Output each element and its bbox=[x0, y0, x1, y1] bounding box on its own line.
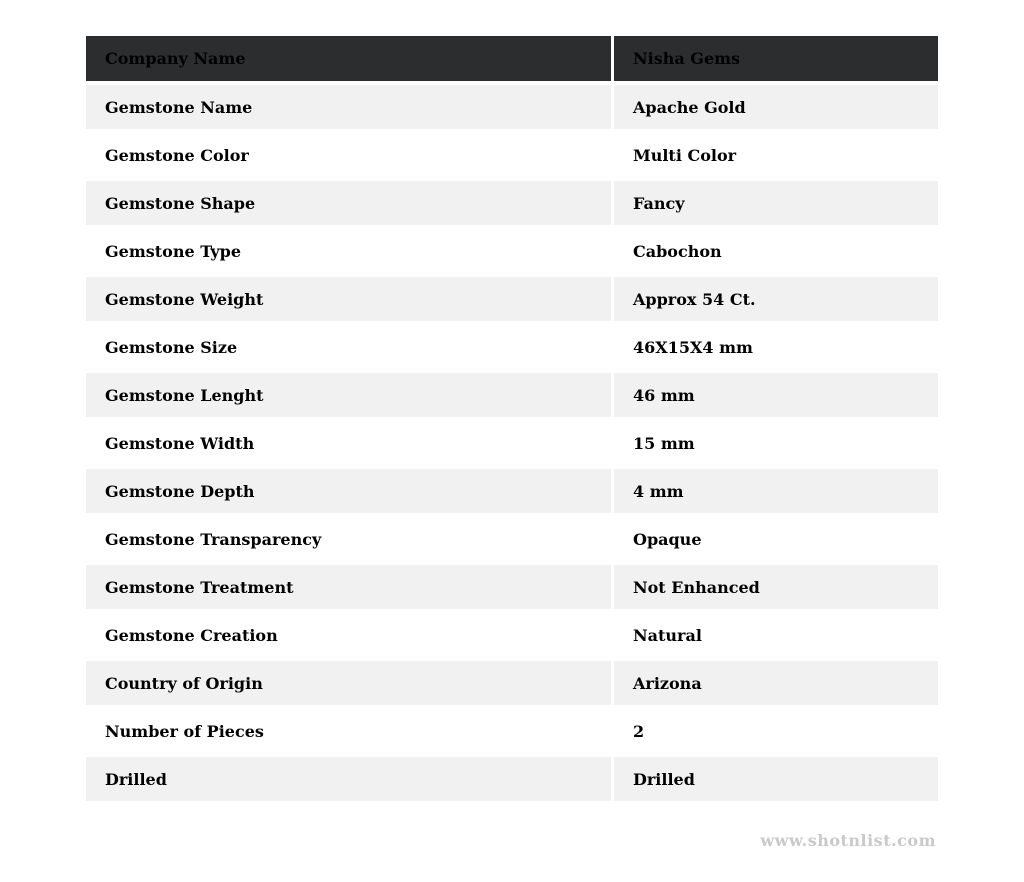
row-value-cell: Not Enhanced bbox=[614, 565, 938, 609]
row-label-cell: Drilled bbox=[86, 757, 611, 801]
table-row bbox=[86, 277, 938, 321]
table-row bbox=[86, 469, 938, 513]
table-row bbox=[86, 757, 938, 801]
row-label-cell: Gemstone Depth bbox=[86, 469, 611, 513]
row-value-cell: Fancy bbox=[614, 181, 938, 225]
row-value-cell: Multi Color bbox=[614, 133, 938, 177]
row-label-cell: Gemstone Shape bbox=[86, 181, 611, 225]
website-watermark: www.shotnlist.com bbox=[760, 831, 936, 850]
table-row bbox=[86, 709, 938, 753]
row-value-cell: 46 mm bbox=[614, 373, 938, 417]
table-row bbox=[86, 133, 938, 177]
row-value-cell: Arizona bbox=[614, 661, 938, 705]
table-header-row bbox=[86, 36, 938, 81]
table-row bbox=[86, 229, 938, 273]
row-value-cell: Cabochon bbox=[614, 229, 938, 273]
gemstone-spec-table bbox=[86, 36, 938, 805]
row-label-cell: Gemstone Creation bbox=[86, 613, 611, 657]
table-row bbox=[86, 565, 938, 609]
row-value-cell: Opaque bbox=[614, 517, 938, 561]
table-row bbox=[86, 613, 938, 657]
row-value-cell: 15 mm bbox=[614, 421, 938, 465]
table-row bbox=[86, 373, 938, 417]
table-row bbox=[86, 421, 938, 465]
row-value-cell: Drilled bbox=[614, 757, 938, 801]
row-label-cell: Gemstone Weight bbox=[86, 277, 611, 321]
table-row bbox=[86, 661, 938, 705]
table-row bbox=[86, 325, 938, 369]
row-label-cell: Gemstone Lenght bbox=[86, 373, 611, 417]
table-row bbox=[86, 181, 938, 225]
row-value-cell: Natural bbox=[614, 613, 938, 657]
row-value-cell: 4 mm bbox=[614, 469, 938, 513]
row-label-cell: Country of Origin bbox=[86, 661, 611, 705]
header-value-cell: Nisha Gems bbox=[614, 36, 938, 81]
row-label-cell: Gemstone Color bbox=[86, 133, 611, 177]
row-value-cell: 2 bbox=[614, 709, 938, 753]
row-label-cell: Gemstone Treatment bbox=[86, 565, 611, 609]
table-row bbox=[86, 85, 938, 129]
row-label-cell: Gemstone Transparency bbox=[86, 517, 611, 561]
table-row bbox=[86, 517, 938, 561]
row-label-cell: Gemstone Width bbox=[86, 421, 611, 465]
row-value-cell: Approx 54 Ct. bbox=[614, 277, 938, 321]
header-label-cell: Company Name bbox=[86, 36, 611, 81]
row-label-cell: Gemstone Name bbox=[86, 85, 611, 129]
row-value-cell: Apache Gold bbox=[614, 85, 938, 129]
row-label-cell: Gemstone Type bbox=[86, 229, 611, 273]
row-label-cell: Gemstone Size bbox=[86, 325, 611, 369]
row-value-cell: 46X15X4 mm bbox=[614, 325, 938, 369]
row-label-cell: Number of Pieces bbox=[86, 709, 611, 753]
